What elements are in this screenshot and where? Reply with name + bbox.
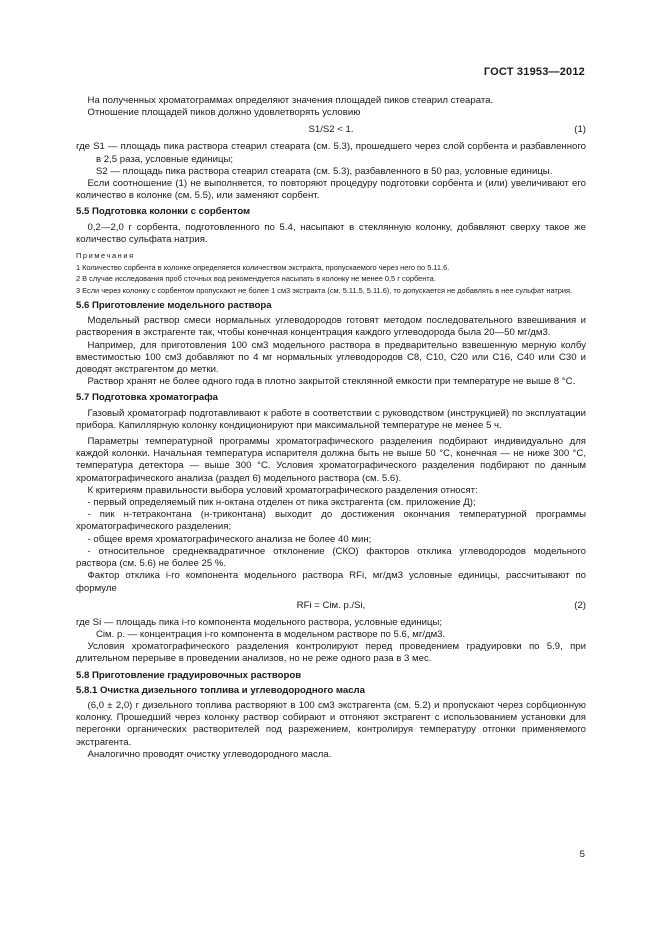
- criteria-item: - пик н-тетраконтана (н-триконтана) выходит до достижения окончания температурной программы хроматографического разделения;: [76, 509, 586, 533]
- definition: где S1 — площадь пика раствора стеарил стеарата (см. 5.3), прошедшего через слой сорбента и разбавленного в 2,5 раза, условные единицы;: [76, 141, 586, 165]
- formula-number: (2): [574, 599, 586, 611]
- paragraph: Газовый хроматограф подготавливают к работе в соответствии с руководством (инструкцией) по эксплуатации прибора. Капиллярную колонку кондиционируют при максимальной температуре не менее 5 ч.: [76, 407, 586, 431]
- subsection-heading: 5.8.1 Очистка дизельного топлива и углеводородного масла: [76, 684, 365, 696]
- criteria-item: - общее время хроматографического анализа не более 40 мин;: [87, 533, 372, 545]
- criteria-item: - первый определяемый пик н-октана отделен от пика экстрагента (см. приложение Д);: [87, 497, 476, 509]
- page-number: 5: [579, 849, 585, 860]
- section-heading: 5.7 Подготовка хроматографа: [76, 392, 218, 404]
- formula-2: [76, 598, 586, 615]
- criteria-item: - относительное среднеквадратичное отклонение (СКО) факторов отклика углеводородов модельного раствора (см. 5.6) не более 25 %.: [76, 545, 586, 570]
- note-item: 1 Количество сорбента в колонке определяется количеством экстракта, пропускаемого через него по 5.11.6.: [76, 262, 450, 272]
- paragraph: К критериям правильности выбора условий хроматографического разделения относят:: [87, 484, 478, 496]
- section-heading: 5.8 Приготовление градуировочных растворов: [76, 669, 302, 681]
- formula-1: [76, 122, 586, 139]
- paragraph: Параметры температурной программы хроматографического разделения подбирают индивидуально для каждой колонки. Начальная температура испарителя должна быть не выше 50 °С, конечная — не ниже 300 °С, температура детектора — выше 300 °С. Условия хроматографического разделения подбирают по данным хроматографического анализа (раздел 6) модельного раствора (см. 5.6).: [76, 436, 586, 484]
- note-item: 2 В случае исследования проб сточных вод рекомендуется насыпать в колонку не менее 0,5 г сорбента.: [76, 274, 436, 284]
- paragraph: Фактор отклика i-го компонента модельного раствора RFi, мг/дм3 условные единицы, рассчитывают по формуле: [76, 570, 586, 594]
- definition: S2 — площадь пика раствора стеарил стеарата (см. 5.3), разбавленного в 50 раз, условные единицы.: [96, 165, 553, 177]
- note-item: 3 Если через колонку с сорбентом пропускают не более 1 см3 экстракта (см. 5.11.5, 5.11.6), то допускается не добавлять в нее сульфат натрия.: [76, 285, 573, 295]
- paragraph: Условия хроматографического разделения контролируют перед проведением градуировки по 5.9, при длительном перерыве в проведении анализов, но не реже одного раза в 3 мес.: [76, 641, 586, 665]
- paragraph: Раствор хранят не более одного года в плотно закрытой стеклянной емкости при температуре не выше 8 °С.: [87, 376, 576, 388]
- notes-block: [76, 250, 586, 296]
- paragraph: (6,0 ± 2,0) г дизельного топлива растворяют в 100 см3 экстрагента (см. 5.2) и пропускают через сорбционную колонку. Прошедший через колонку раствор собирают и отгоняют экстрагент с использованием установки для перегонки органических растворителей под разрежением, контролируя температуру отгонки применяемого экстрагента.: [76, 699, 586, 748]
- definition: где Si — площадь пика i-го компонента модельного раствора, условные единицы;: [76, 616, 443, 628]
- formula-number: (1): [574, 124, 586, 136]
- formula-expression: S1/S2 < 1.: [308, 124, 354, 136]
- paragraph: Модельный раствор смеси нормальных углеводородов готовят методом последовательного взвешивания и растворения в экстрагенте так, чтобы конечная концентрация каждого углеводорода была 20—50 мг/дм3.: [76, 315, 586, 339]
- page-body: [76, 95, 586, 761]
- notes-title: Примечания: [76, 251, 135, 261]
- paragraph: Если соотношение (1) не выполняется, то повторяют процедуру подготовки сорбента и (или) увеличивают его количество в колонке (см. 5.5), или заменяют сорбент.: [76, 178, 586, 202]
- section-heading: 5.6 Приготовление модельного раствора: [76, 300, 272, 312]
- paragraph: Аналогично проводят очистку углеводородного масла.: [87, 748, 332, 760]
- paragraph: Например, для приготовления 100 см3 модельного раствора в предварительно взвешенную мерную колбу вместимостью 100 см3 добавляют по 4 мг нормальных углеводородов С8, С10, С20 или С16, С40 или С30 и доводят экстрагентом до метки.: [76, 339, 586, 376]
- paragraph: На полученных хроматограммах определяют значения площадей пиков стеарил стеарата.: [87, 95, 494, 106]
- definition: Ciм. р. — концентрация i-го компонента в модельном растворе по 5.6, мг/дм3.: [96, 628, 446, 640]
- formula-expression: RFi = Ciм. р./Si,: [296, 599, 366, 611]
- section-heading: 5.5 Подготовка колонки с сорбентом: [76, 206, 251, 218]
- paragraph: Отношение площадей пиков должно удовлетворять условию: [87, 107, 361, 119]
- document-header: ГОСТ 31953—2012: [483, 66, 585, 78]
- paragraph: 0,2—2,0 г сорбента, подготовленного по 5.4, насыпают в стеклянную колонку, добавляют сверху такое же количество сульфата натрия.: [76, 221, 586, 245]
